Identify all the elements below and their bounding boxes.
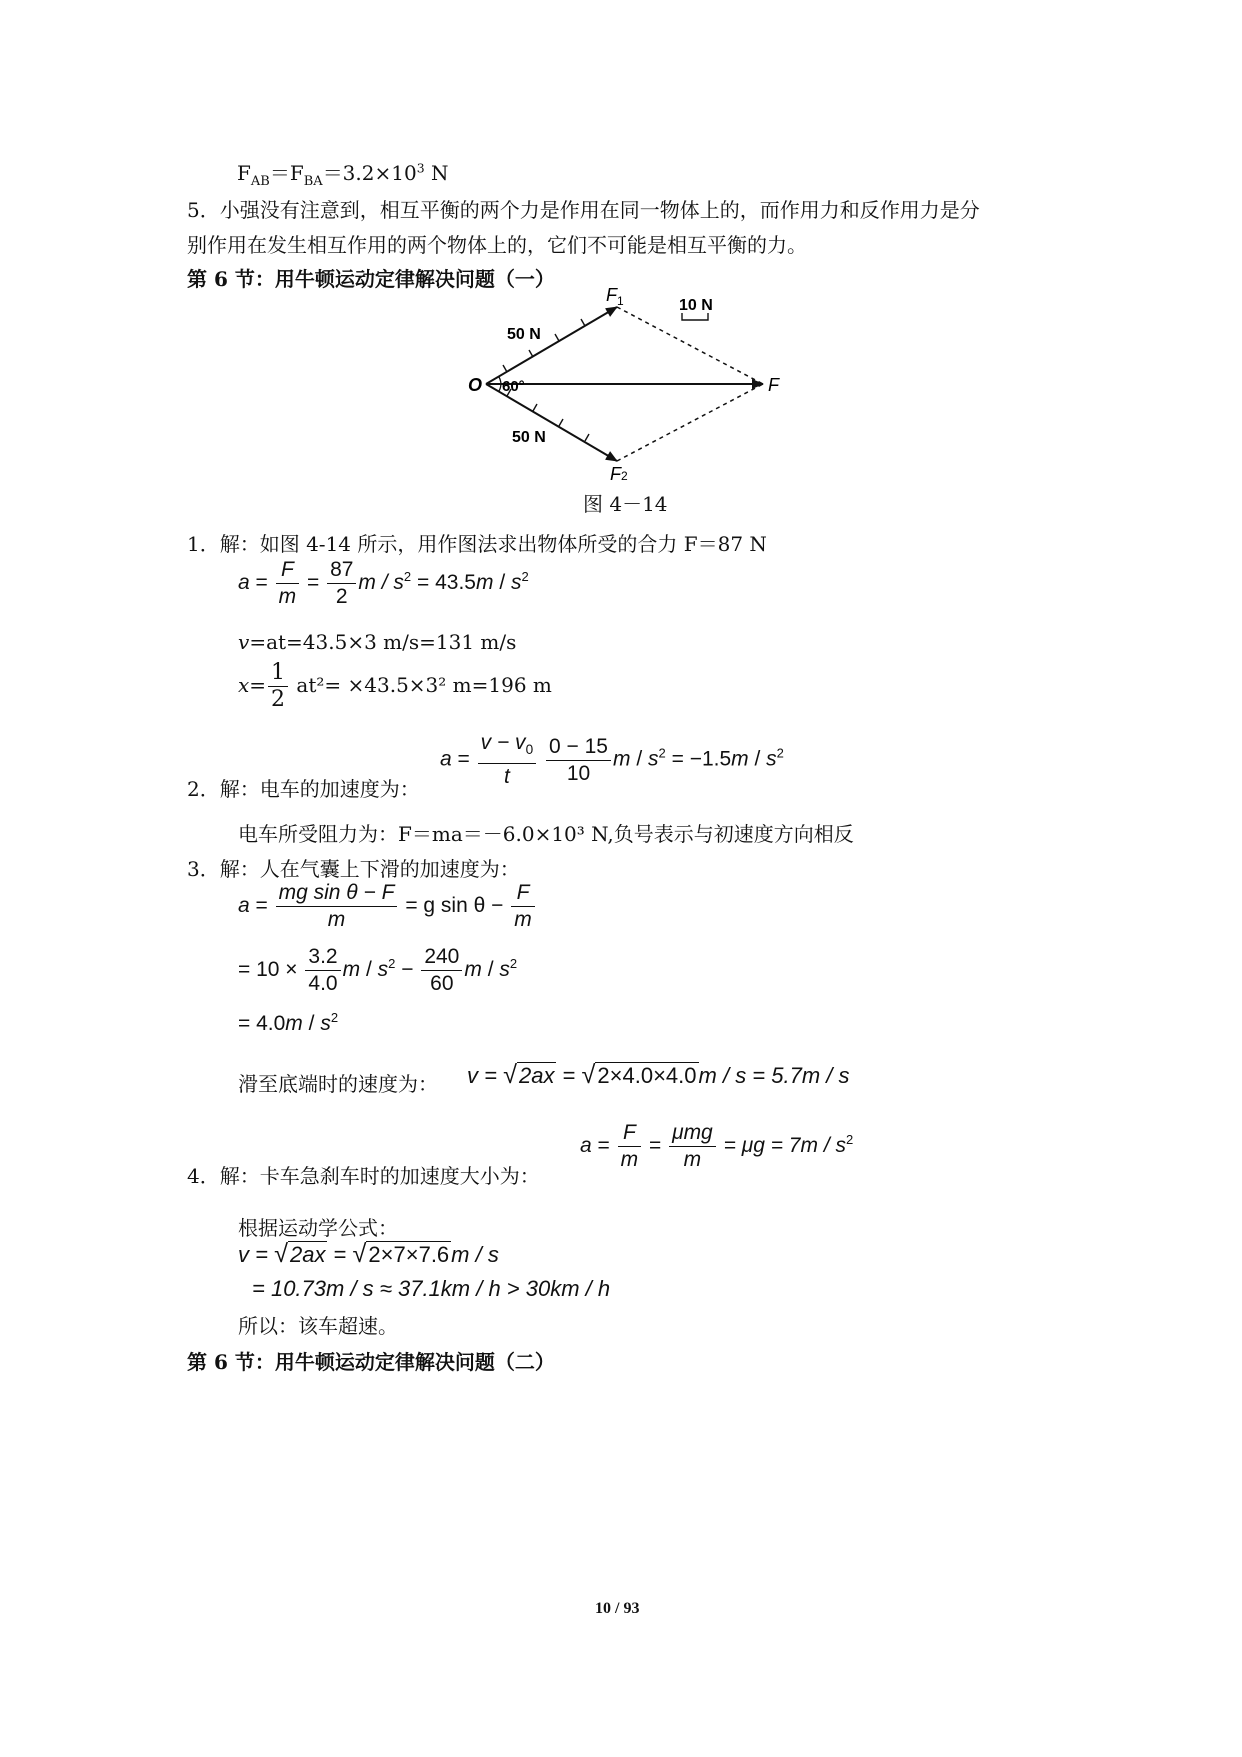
q4-label: 4．解：卡车急刹车时的加速度大小为： <box>187 1164 540 1188</box>
radicand-2: 2×7×7.6 <box>368 1242 450 1267</box>
force-diagram-svg <box>450 285 790 480</box>
numerator: F <box>280 558 294 581</box>
f2-label: F <box>610 464 621 480</box>
q4-acceleration-eq: a = $\frac{F}{m}$ = $\frac{\text{μmg}}{m}$ = $\mu g = 7m / s^2$ <box>580 1121 854 1171</box>
q1-velocity-eq <box>238 630 516 654</box>
f2-subscript: 2 <box>621 469 628 480</box>
equality-text: ＝F <box>269 161 304 185</box>
force-equality-line <box>237 157 448 189</box>
denominator: m <box>620 1148 639 1171</box>
prefix: = 10 × <box>238 958 298 982</box>
value-text: ＝3.2×10 <box>322 161 417 185</box>
subscript: 0 <box>525 742 534 758</box>
section-heading-1: 第 6 节：用牛顿运动定律解决问题（一） <box>187 267 555 291</box>
numerator: 87 <box>327 557 356 584</box>
result: = μg = 7m / s <box>723 1134 846 1158</box>
fraction-3-2-over-4-0 <box>305 944 340 997</box>
fraction-forces <box>276 880 398 933</box>
resultant-label: F <box>768 375 779 395</box>
force-symbol: F <box>237 161 251 185</box>
q1-acceleration-eq: a = $\frac{F}{m}$ = $\frac{87}{2}$ $m / s^2 = 43.5m / s^2$ <box>238 558 529 608</box>
numerator: mg sin θ − F <box>278 881 395 904</box>
numerator: F <box>516 881 530 904</box>
subscript-ab: AB <box>250 174 270 189</box>
q3-label: 3．解：人在气囊上下滑的加速度为： <box>187 857 520 881</box>
f1-vector <box>486 307 617 384</box>
numerator: μmg <box>672 1121 713 1144</box>
numerator: 1 <box>268 660 288 687</box>
fraction-240-over-60 <box>421 944 462 997</box>
fraction-half <box>268 660 288 713</box>
denominator: 10 <box>566 761 591 785</box>
denominator: t <box>503 765 510 789</box>
fraction-f-over-m <box>618 1120 642 1173</box>
tail: m / s = 5.7m / s <box>698 1063 850 1088</box>
item5-line1: 5．小强没有注意到，相互平衡的两个力是作用在同一物体上的，而作用力和反作用力是分 <box>187 198 980 222</box>
var-x: x <box>238 673 250 697</box>
denominator: 60 <box>430 972 454 995</box>
q3-acceleration-eq: a = $\frac{\text{mg sin θ − F}}{m}$ = g sin θ − $\frac{F}{m}$ <box>238 880 537 933</box>
velocity-text: =at=43.5×3 m/s=131 m/s <box>249 630 517 654</box>
q2-acceleration-eq: a = $\frac{v - v_0}{t}$ $\frac{0 - 15}{10}$ $m / s^2 = -1.5m / s^2$ <box>440 731 784 789</box>
numerator: F <box>622 1121 636 1144</box>
numerator: 0 − 15 <box>546 734 611 761</box>
equals: = <box>556 1063 582 1088</box>
q3-result-eq: = $4.0m / s^2$ <box>238 1010 339 1035</box>
result: = 4.0 <box>238 1012 286 1035</box>
numerator: v − v <box>480 731 526 754</box>
q2-resistance: 电车所受阻力为：F＝ma＝－6.0×10³ N,负号表示与初速度方向相反 <box>238 822 854 846</box>
denominator: 2 <box>335 585 348 608</box>
denominator: m <box>327 908 346 931</box>
figure-caption: 图 4－14 <box>583 492 668 516</box>
fraction-87-over-2 <box>327 557 356 610</box>
q4-velocity-result <box>252 1276 610 1302</box>
radicand-1: 2ax <box>518 1063 555 1088</box>
result: = 43.5 <box>417 571 476 595</box>
fraction-mu-mg-over-m <box>669 1120 716 1173</box>
middle-term: = g sin θ − <box>405 894 504 918</box>
fraction-f-over-m <box>511 880 535 933</box>
fraction-f-over-m <box>276 557 300 610</box>
displacement-text: at²= ×43.5×3² m=196 m <box>296 673 552 697</box>
radicand-1: 2ax <box>289 1242 326 1267</box>
radicand-2: 2×4.0×4.0 <box>597 1063 697 1088</box>
lhs: v = <box>467 1063 504 1088</box>
item5-line2: 别作用在发生相互作用的两个物体上的，它们不可能是相互平衡的力。 <box>187 233 807 257</box>
unit: m / s <box>358 571 404 595</box>
lhs: v = <box>238 1242 275 1267</box>
scale-label: 10 N <box>679 297 713 314</box>
denominator: 2 <box>271 687 286 712</box>
page-number: 10 / 93 <box>595 1600 640 1617</box>
result: = 10.73m / s ≈ 37.1km / h > 30km / h <box>252 1276 611 1301</box>
section-heading-2: 第 6 节：用牛顿运动定律解决问题（二） <box>187 1350 555 1374</box>
origin-label: O <box>468 375 483 395</box>
q3-substitution-eq: = 10 × $\frac{3.2}{4.0}$ m / $s^2$ − $\frac{240}{60}$ m / $s^2$ <box>238 945 518 995</box>
q2-label: 2．解：电车的加速度为： <box>187 777 420 801</box>
parallelogram-lower-edge <box>617 384 763 461</box>
equals: = <box>327 1242 353 1267</box>
q1-text: 1．解：如图 4-14 所示，用作图法求出物体所受的合力 F＝87 N <box>187 532 767 556</box>
fraction-dv-over-t <box>478 730 537 790</box>
denominator: 4.0 <box>308 972 338 995</box>
var-a: a <box>238 571 250 595</box>
result: = −1.5 <box>671 747 732 771</box>
denominator: m <box>278 585 297 608</box>
lower-force-label: 50 N <box>512 429 546 446</box>
numerator: 3.2 <box>305 944 340 971</box>
force-diagram <box>450 285 790 480</box>
f1-label: F <box>606 285 617 305</box>
scale-bar <box>682 313 708 320</box>
q3-speed-label: 滑至底端时的速度为： <box>238 1072 438 1096</box>
tail: m / s <box>451 1242 499 1267</box>
f1-subscript: 1 <box>617 294 624 308</box>
numerator: 240 <box>421 944 462 971</box>
q1-displacement-eq: x= $\frac{1}{2}$ at²= ×43.5×3² m=196 m <box>238 660 552 712</box>
angle-label: 60° <box>502 378 525 395</box>
unit-text: N <box>424 161 449 185</box>
parallelogram-upper-edge <box>617 307 763 384</box>
q4-velocity-eq: v = √2ax = √2×7×7.6m / s <box>238 1240 499 1268</box>
upper-force-label: 50 N <box>507 326 541 343</box>
var-v: v <box>238 630 250 654</box>
q3-speed-eq: v = √2ax = √2×4.0×4.0m / s = 5.7m / s <box>467 1061 850 1089</box>
f2-vector <box>486 384 617 461</box>
denominator: m <box>514 908 532 931</box>
exponent: 3 <box>416 160 425 176</box>
q4-kinematics-label: 根据运动学公式： <box>238 1216 398 1240</box>
subscript-ba: BA <box>303 174 323 189</box>
denominator: m <box>683 1148 702 1171</box>
q4-conclusion: 所以：该车超速。 <box>238 1314 398 1338</box>
fraction-values <box>546 734 611 787</box>
